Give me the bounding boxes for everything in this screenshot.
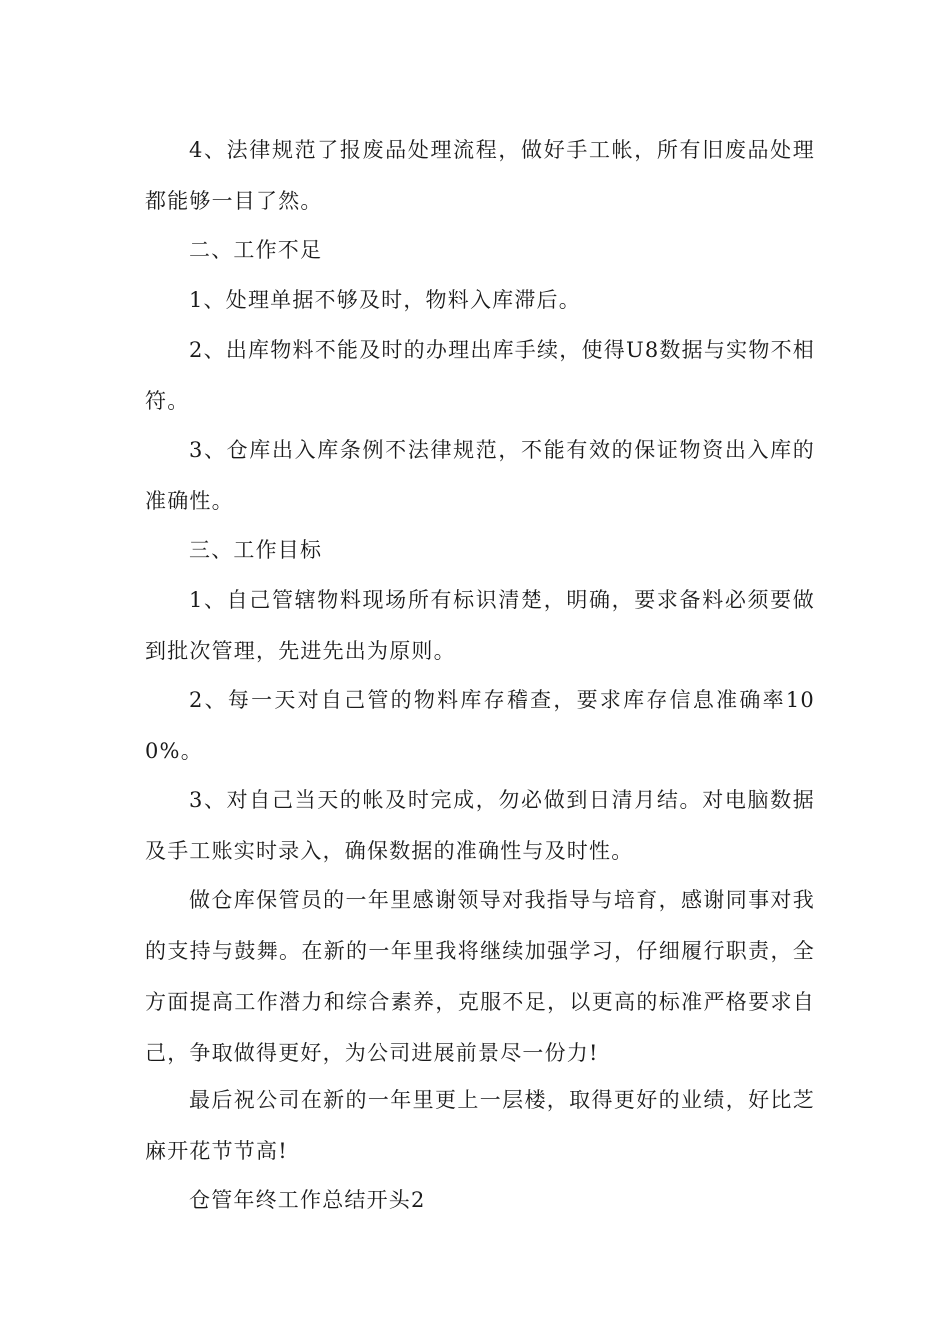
paragraph-goal-2: 2、每一天对自己管的物料库存稽查，要求库存信息准确率100%。: [145, 688, 815, 763]
paragraph-goal-1: 1、自己管辖物料现场所有标识清楚，明确，要求备料必须要做到批次管理，先进先出为原则。: [145, 588, 815, 663]
heading-shortcomings: 二、工作不足: [189, 238, 323, 262]
paragraph-point-4: 4、法律规范了报废品处理流程，做好手工帐，所有旧废品处理都能够一目了然。: [145, 138, 815, 213]
paragraph-shortcoming-3: 3、仓库出入库条例不法律规范，不能有效的保证物资出入库的准确性。: [145, 438, 815, 513]
paragraph-shortcoming-2: 2、出库物料不能及时的办理出库手续，使得U8数据与实物不相符。: [145, 338, 815, 413]
heading-goals: 三、工作目标: [189, 538, 323, 562]
paragraph-shortcoming-1: 1、处理单据不够及时，物料入库滞后。: [189, 288, 581, 312]
section-title-2: 仓管年终工作总结开头2: [189, 1188, 426, 1212]
paragraph-goal-3: 3、对自己当天的帐及时完成，勿必做到日清月结。对电脑数据及手工账实时录入，确保数据的准确性与及时性。: [145, 788, 815, 863]
paragraph-wishes: 最后祝公司在新的一年里更上一层楼，取得更好的业绩，好比芝麻开花节节高!: [145, 1088, 815, 1163]
paragraph-thanks: 做仓库保管员的一年里感谢领导对我指导与培育，感谢同事对我的支持与鼓舞。在新的一年里我将继续加强学习，仔细履行职责，全方面提高工作潜力和综合素养，克服不足，以更高的标准严格要求自己，争取做得更好，为公司进展前景尽一份力!: [145, 888, 815, 1065]
